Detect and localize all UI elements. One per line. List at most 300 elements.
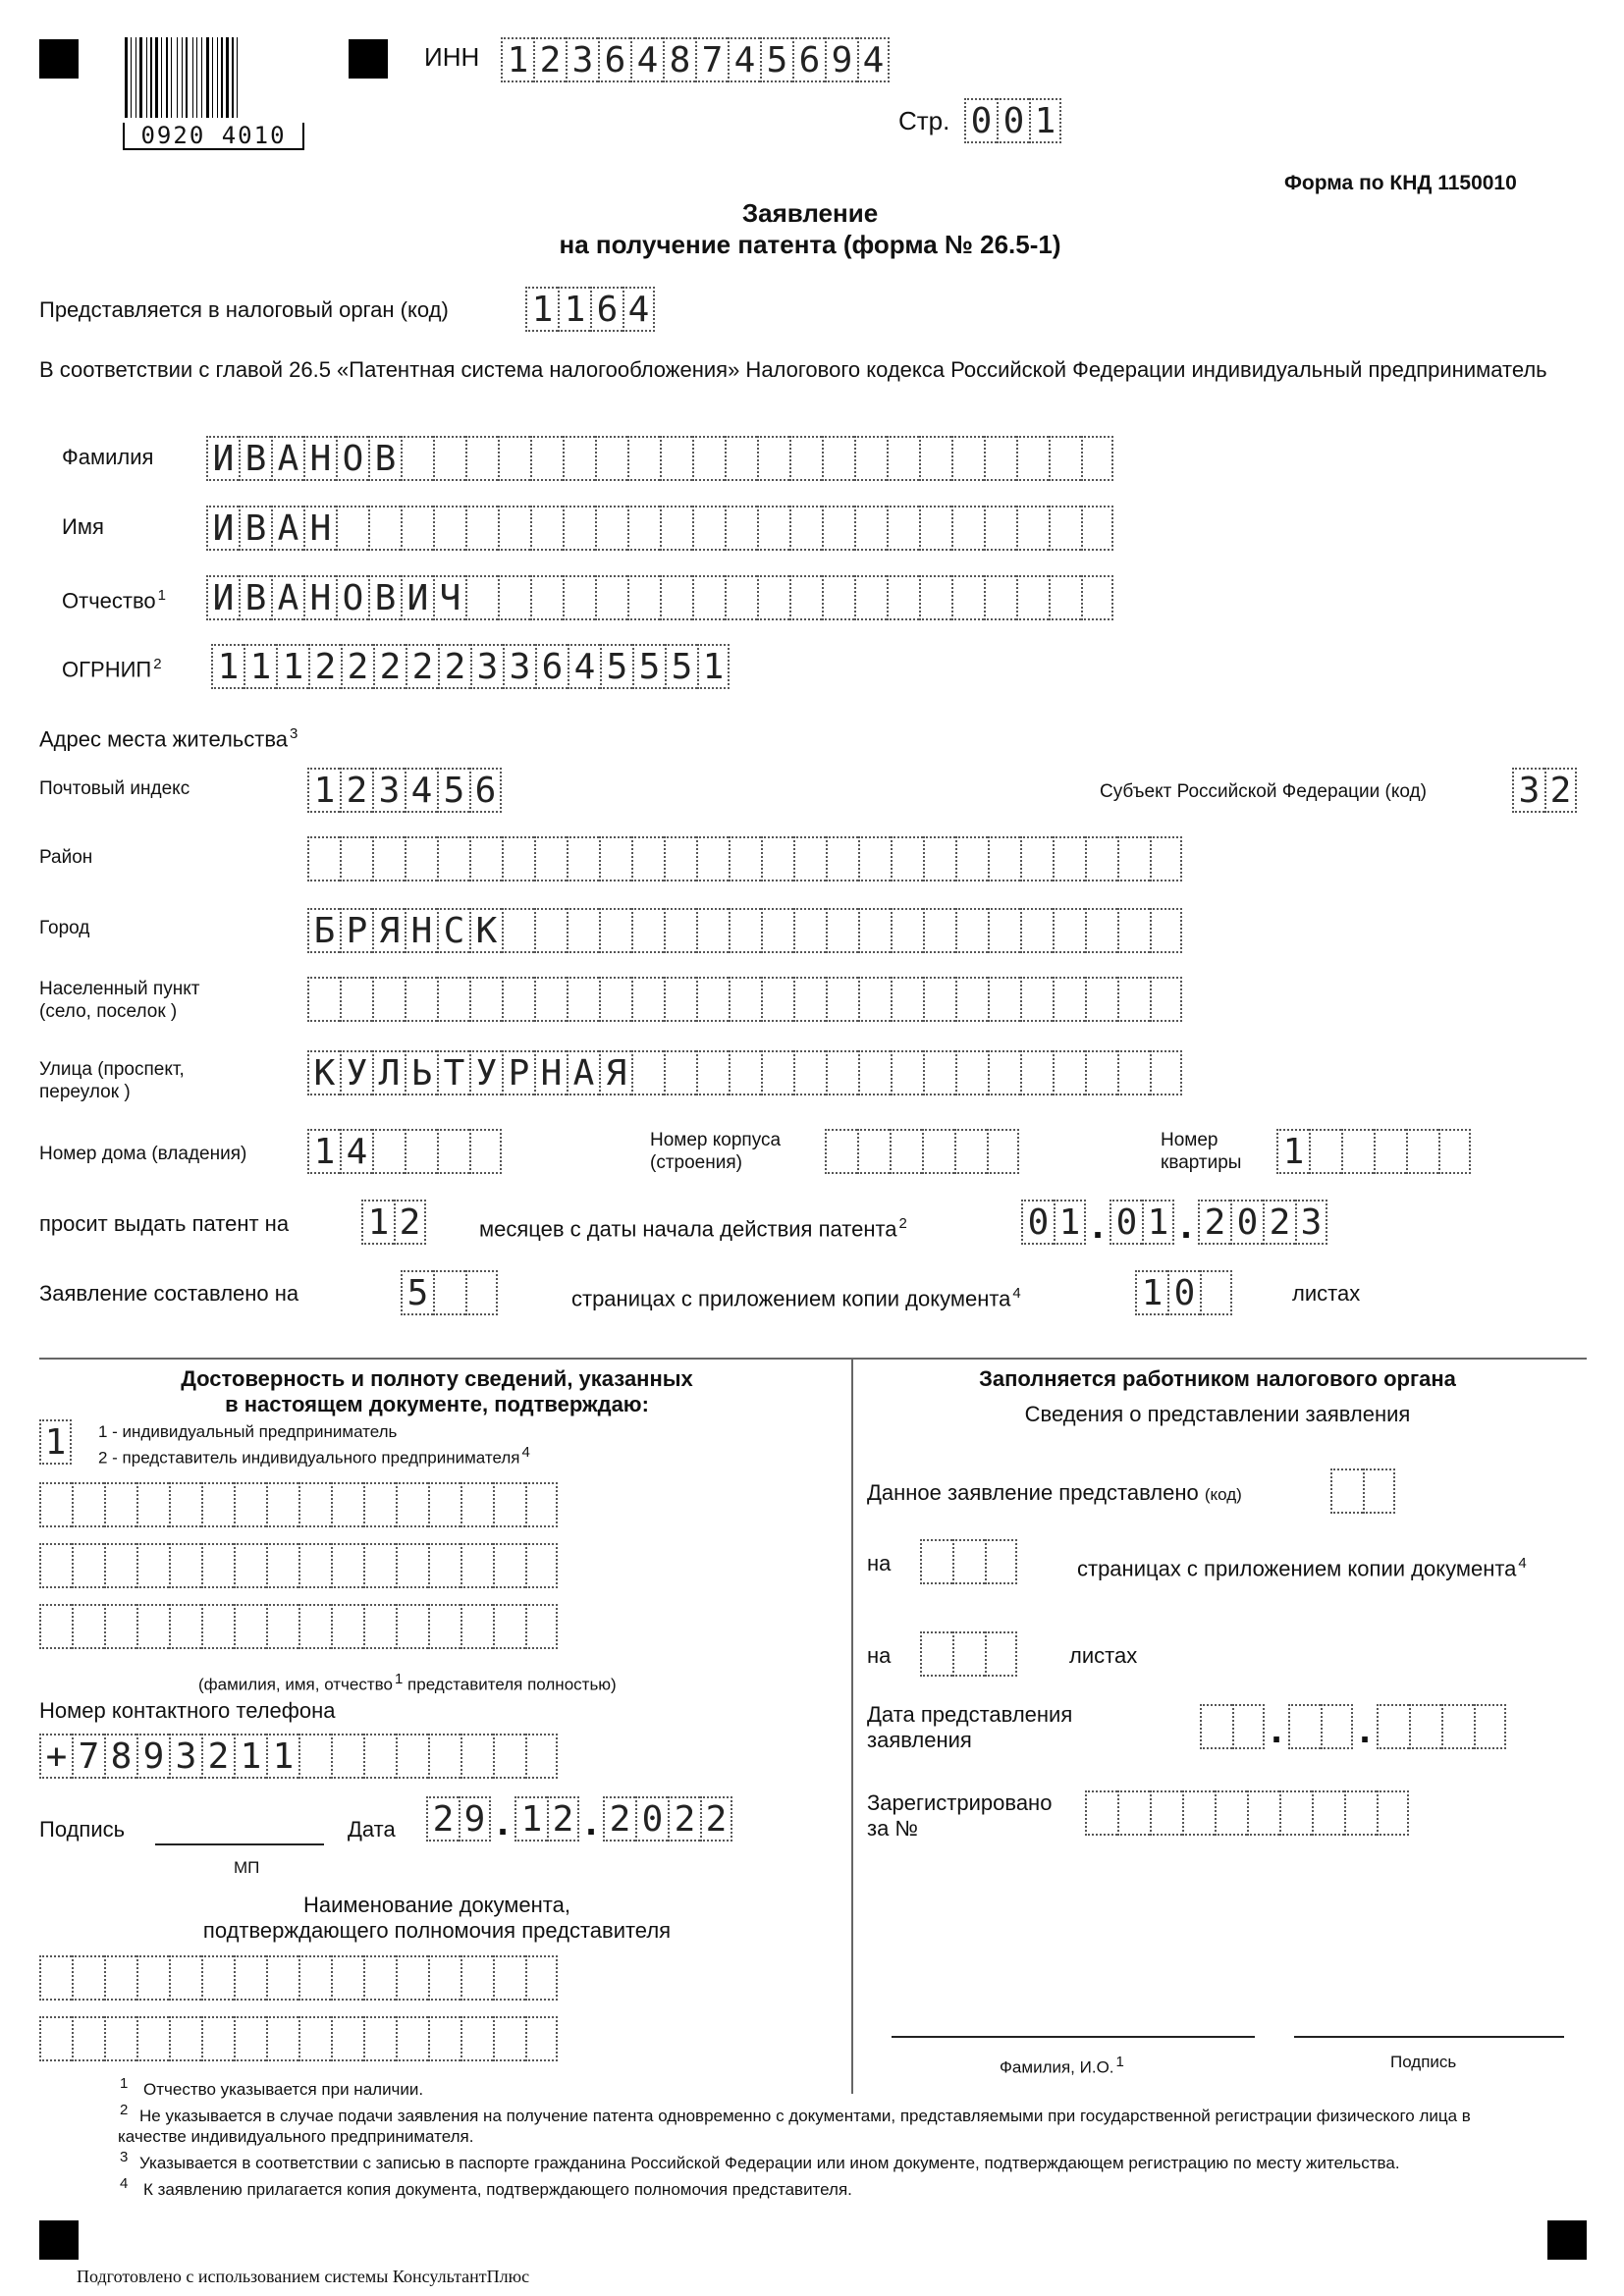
region-field[interactable] xyxy=(1512,768,1577,813)
char-cell xyxy=(396,1482,428,1527)
char-cell: 8 xyxy=(104,1734,136,1779)
char-cell xyxy=(1053,1050,1085,1095)
office-on-label-2: на xyxy=(867,1643,892,1668)
char-cell xyxy=(1438,1129,1471,1174)
char-cell: К xyxy=(307,1050,340,1095)
street-field[interactable] xyxy=(307,1050,1182,1095)
office-title: Заполняется работником налогового органа xyxy=(979,1366,1456,1391)
char-cell xyxy=(363,1604,396,1649)
ogrnip-field[interactable] xyxy=(211,644,730,689)
office-sheets-field[interactable] xyxy=(920,1631,1017,1677)
char-cell: 1 xyxy=(558,287,590,332)
char-cell: Р xyxy=(502,1050,534,1095)
char-cell xyxy=(331,1604,363,1649)
barcode-bar xyxy=(201,37,202,118)
char-cell xyxy=(72,1543,104,1588)
footnote: 2 Не указывается в случае подачи заявления на получение патента одновременно с документами, представляемыми при государственной регистрации физического лица в качестве индивидуального предпринимателя. xyxy=(118,2102,1471,2146)
char-cell: 7 xyxy=(695,37,728,82)
char-cell xyxy=(372,836,405,881)
char-cell xyxy=(854,575,887,620)
char-cell: 2 xyxy=(533,37,566,82)
date-separator: . xyxy=(1271,1708,1282,1751)
char-cell xyxy=(951,575,984,620)
char-cell xyxy=(1117,977,1150,1022)
sheets-field[interactable] xyxy=(1135,1270,1232,1315)
char-cell: 3 xyxy=(372,768,405,813)
corner-marker-top-right xyxy=(349,39,388,79)
char-cell: О xyxy=(336,436,368,481)
char-cell xyxy=(563,436,595,481)
char-cell xyxy=(692,575,725,620)
char-cell xyxy=(761,908,793,953)
char-cell: В xyxy=(368,436,401,481)
rep-caption: (фамилия, имя, отчество 1 представителя полностью) xyxy=(198,1671,617,1694)
char-cell xyxy=(1016,506,1049,551)
corner-marker-bottom-left xyxy=(39,2220,79,2260)
char-cell: 0 xyxy=(997,98,1029,143)
office-sign-line[interactable] xyxy=(1294,2036,1564,2038)
char-cell xyxy=(1020,908,1053,953)
char-cell xyxy=(1150,1790,1182,1836)
building-label: Номер корпуса (строения) xyxy=(650,1130,782,1173)
char-cell: 2 xyxy=(1544,768,1577,813)
char-cell xyxy=(368,506,401,551)
char-cell xyxy=(234,1604,266,1649)
char-cell xyxy=(340,836,372,881)
office-fio-label: Фамилия, И.О. 1 xyxy=(1000,2054,1124,2077)
char-cell xyxy=(988,977,1020,1022)
char-cell xyxy=(729,908,761,953)
corner-marker-top-left xyxy=(39,39,79,79)
char-cell xyxy=(469,977,502,1022)
char-cell: 2 xyxy=(201,1734,234,1779)
char-cell xyxy=(104,2016,136,2061)
confirm-title: Достоверность и полноту сведений, указанных в настоящем документе, подтверждаю: xyxy=(181,1366,693,1416)
char-cell xyxy=(234,2016,266,2061)
authority-doc-row-2[interactable] xyxy=(39,2016,558,2061)
office-reg-field[interactable] xyxy=(1085,1790,1409,1836)
char-cell xyxy=(1247,1790,1279,1836)
char-cell xyxy=(988,1050,1020,1095)
pages-field[interactable] xyxy=(401,1270,498,1315)
char-cell xyxy=(891,836,923,881)
char-cell: 0 xyxy=(1110,1200,1142,1245)
char-cell xyxy=(1085,1790,1117,1836)
district-field[interactable] xyxy=(307,836,1182,881)
char-cell: 2 xyxy=(373,644,406,689)
section-divider xyxy=(39,1358,1587,1360)
char-cell: 3 xyxy=(503,644,535,689)
office-fio-line[interactable] xyxy=(892,2036,1255,2038)
char-cell: И xyxy=(206,575,239,620)
char-cell: Ч xyxy=(433,575,465,620)
char-cell: 6 xyxy=(535,644,568,689)
char-cell xyxy=(201,2016,234,2061)
char-cell xyxy=(363,1543,396,1588)
char-cell: С xyxy=(437,908,469,953)
char-cell xyxy=(631,977,664,1022)
char-cell: 2 xyxy=(700,1796,732,1842)
char-cell: Н xyxy=(303,575,336,620)
char-cell: 2 xyxy=(341,644,373,689)
office-submitted-label: Данное заявление представлено (код) xyxy=(867,1480,1242,1505)
char-cell xyxy=(951,436,984,481)
char-cell: 5 xyxy=(600,644,632,689)
char-cell xyxy=(761,1050,793,1095)
char-cell xyxy=(169,1604,201,1649)
char-cell xyxy=(465,575,498,620)
office-code-field[interactable] xyxy=(1330,1468,1395,1514)
char-cell xyxy=(331,1955,363,2001)
char-cell: 0 xyxy=(964,98,997,143)
char-cell xyxy=(1020,836,1053,881)
char-cell xyxy=(372,977,405,1022)
char-cell xyxy=(1330,1468,1363,1514)
address-title: Адрес места жительства $^3$ xyxy=(39,725,298,752)
surname-label: Фамилия xyxy=(62,445,154,469)
char-cell xyxy=(1150,908,1182,953)
char-cell xyxy=(525,1482,558,1527)
authority-doc-row-1[interactable] xyxy=(39,1955,558,2001)
char-cell xyxy=(104,1604,136,1649)
char-cell xyxy=(405,977,437,1022)
char-cell xyxy=(363,1482,396,1527)
char-cell xyxy=(465,506,498,551)
char-cell xyxy=(1377,1704,1409,1749)
char-cell: Я xyxy=(599,1050,631,1095)
char-cell xyxy=(136,2016,169,2061)
char-cell xyxy=(502,836,534,881)
char-cell: 4 xyxy=(340,1129,372,1174)
postcode-field[interactable] xyxy=(307,768,502,813)
char-cell: 6 xyxy=(792,37,825,82)
char-cell: 3 xyxy=(470,644,503,689)
char-cell: 1 xyxy=(1276,1129,1309,1174)
flat-field[interactable] xyxy=(1276,1129,1471,1174)
char-cell xyxy=(266,1543,298,1588)
char-cell xyxy=(952,1539,985,1584)
office-reg-label: Зарегистрировано за № xyxy=(867,1790,1053,1841)
phone-field[interactable] xyxy=(39,1734,558,1779)
char-cell xyxy=(1117,1790,1150,1836)
char-cell xyxy=(954,1129,987,1174)
patronymic-label: Отчество $^1$ xyxy=(62,587,166,614)
char-cell xyxy=(952,1631,985,1677)
char-cell xyxy=(234,1955,266,2001)
char-cell: 0 xyxy=(1167,1270,1200,1315)
char-cell xyxy=(298,1734,331,1779)
char-cell xyxy=(920,1631,952,1677)
char-cell: 2 xyxy=(394,1200,426,1245)
char-cell xyxy=(39,1604,72,1649)
char-cell: 3 xyxy=(566,37,598,82)
tax-office-label: Представляется в налоговый орган (код) xyxy=(39,297,449,322)
char-cell xyxy=(266,1482,298,1527)
mp-label: МП xyxy=(234,1858,260,1877)
char-cell xyxy=(405,836,437,881)
char-cell xyxy=(1150,977,1182,1022)
char-cell xyxy=(599,908,631,953)
patent-start-date[interactable] xyxy=(1021,1200,1327,1245)
pages-label: Заявление составлено на xyxy=(39,1281,299,1306)
char-cell xyxy=(104,1543,136,1588)
rep-name-row-1[interactable] xyxy=(39,1482,558,1527)
char-cell xyxy=(595,575,627,620)
char-cell xyxy=(1312,1790,1344,1836)
char-cell xyxy=(298,1543,331,1588)
char-cell: 1 xyxy=(361,1200,394,1245)
char-cell xyxy=(725,436,757,481)
char-cell xyxy=(498,506,530,551)
patent-months-label: месяцев с даты начала действия патента $^2$ xyxy=(479,1215,907,1242)
barcode-number: 0920 4010 xyxy=(123,123,304,150)
char-cell xyxy=(363,1955,396,2001)
char-cell xyxy=(891,977,923,1022)
char-cell xyxy=(1016,575,1049,620)
corner-marker-bottom-right xyxy=(1547,2220,1587,2260)
char-cell xyxy=(460,2016,493,2061)
char-cell xyxy=(631,1050,664,1095)
flat-label: Номер квартиры xyxy=(1161,1130,1242,1173)
page-number-field[interactable] xyxy=(964,98,1061,143)
char-cell xyxy=(72,2016,104,2061)
char-cell: 0 xyxy=(1021,1200,1054,1245)
patent-months-field[interactable] xyxy=(361,1200,426,1245)
char-cell xyxy=(1020,1050,1053,1095)
char-cell xyxy=(822,575,854,620)
char-cell xyxy=(201,1543,234,1588)
barcode-bar xyxy=(150,37,152,118)
char-cell: Ь xyxy=(405,1050,437,1095)
char-cell xyxy=(826,836,858,881)
barcode-bar xyxy=(161,37,162,118)
rep-name-row-3[interactable] xyxy=(39,1604,558,1649)
char-cell xyxy=(923,977,955,1022)
char-cell xyxy=(567,977,599,1022)
sign-line[interactable] xyxy=(155,1843,324,1845)
char-cell xyxy=(826,1050,858,1095)
char-cell: 1 xyxy=(697,644,730,689)
district-label: Район xyxy=(39,847,93,868)
char-cell xyxy=(599,836,631,881)
char-cell xyxy=(627,506,660,551)
char-cell: 2 xyxy=(603,1796,635,1842)
char-cell xyxy=(1409,1704,1441,1749)
char-cell xyxy=(1117,1050,1150,1095)
char-cell xyxy=(336,506,368,551)
office-subtitle: Сведения о представлении заявления xyxy=(1024,1402,1411,1426)
rep-name-row-2[interactable] xyxy=(39,1543,558,1588)
barcode-bar xyxy=(232,37,234,118)
char-cell xyxy=(696,908,729,953)
char-cell xyxy=(692,436,725,481)
char-cell xyxy=(1081,436,1113,481)
char-cell: 2 xyxy=(406,644,438,689)
copy-label: страницах с приложением копии документа $^4$ xyxy=(571,1285,1021,1311)
char-cell xyxy=(1053,977,1085,1022)
char-cell: Н xyxy=(303,436,336,481)
char-cell xyxy=(985,1631,1017,1677)
char-cell xyxy=(660,506,692,551)
char-cell xyxy=(534,977,567,1022)
char-cell xyxy=(984,575,1016,620)
char-cell: 2 xyxy=(1198,1200,1230,1245)
char-cell: 2 xyxy=(426,1796,459,1842)
char-cell xyxy=(757,575,789,620)
barcode-bar xyxy=(221,37,223,118)
char-cell xyxy=(460,1482,493,1527)
char-cell: 4 xyxy=(630,37,663,82)
barcode-bar xyxy=(196,37,197,118)
inn-field[interactable] xyxy=(501,37,890,82)
page-subtitle: на получение патента (форма № 26.5-1) xyxy=(559,230,1061,259)
char-cell xyxy=(1406,1129,1438,1174)
char-cell: 1 xyxy=(276,644,308,689)
char-cell: 1 xyxy=(1142,1200,1174,1245)
tax-office-field[interactable] xyxy=(525,287,655,332)
char-cell xyxy=(664,836,696,881)
char-cell xyxy=(692,506,725,551)
char-cell xyxy=(331,2016,363,2061)
char-cell xyxy=(493,1734,525,1779)
char-cell xyxy=(331,1734,363,1779)
region-label: Субъект Российской Федерации (код) xyxy=(1100,781,1427,802)
char-cell: 9 xyxy=(136,1734,169,1779)
char-cell xyxy=(1344,1790,1377,1836)
locality-field[interactable] xyxy=(307,977,1182,1022)
char-cell xyxy=(363,1734,396,1779)
date-separator: . xyxy=(1180,1203,1192,1247)
office-date-field[interactable] xyxy=(1200,1704,1506,1749)
inn-label: ИНН xyxy=(424,42,480,72)
confirm-type-field[interactable] xyxy=(39,1419,72,1465)
char-cell xyxy=(428,1482,460,1527)
char-cell xyxy=(664,1050,696,1095)
name-field[interactable] xyxy=(206,506,1113,551)
char-cell xyxy=(525,1734,558,1779)
char-cell xyxy=(1150,1050,1182,1095)
char-cell xyxy=(405,1129,437,1174)
char-cell xyxy=(266,1955,298,2001)
char-cell xyxy=(460,1604,493,1649)
date-separator: . xyxy=(1092,1203,1104,1247)
barcode-bar xyxy=(139,37,142,118)
surname-field[interactable] xyxy=(206,436,1113,481)
char-cell xyxy=(39,1543,72,1588)
char-cell xyxy=(1081,506,1113,551)
office-pages-field[interactable] xyxy=(920,1539,1017,1584)
char-cell xyxy=(919,575,951,620)
patronymic-field[interactable] xyxy=(206,575,1113,620)
barcode-bar xyxy=(135,37,136,118)
char-cell xyxy=(502,977,534,1022)
char-cell: + xyxy=(39,1734,72,1779)
char-cell xyxy=(1081,575,1113,620)
char-cell xyxy=(1341,1129,1374,1174)
char-cell xyxy=(72,1955,104,2001)
char-cell xyxy=(887,575,919,620)
confirm-date-field[interactable] xyxy=(426,1796,732,1842)
char-cell: 3 xyxy=(1295,1200,1327,1245)
char-cell xyxy=(234,1482,266,1527)
char-cell xyxy=(696,836,729,881)
footnote: 1 Отчество указывается при наличии. xyxy=(120,2075,424,2099)
city-field[interactable] xyxy=(307,908,1182,953)
char-cell: 5 xyxy=(632,644,665,689)
char-cell: В xyxy=(239,506,271,551)
char-cell xyxy=(1085,908,1117,953)
char-cell xyxy=(502,908,534,953)
char-cell xyxy=(919,506,951,551)
char-cell: 4 xyxy=(568,644,600,689)
office-sign-label: Подпись xyxy=(1390,2053,1457,2071)
char-cell: 7 xyxy=(72,1734,104,1779)
char-cell: 2 xyxy=(1263,1200,1295,1245)
char-cell: 1 xyxy=(234,1734,266,1779)
char-cell xyxy=(761,836,793,881)
char-cell xyxy=(1279,1790,1312,1836)
char-cell: И xyxy=(206,506,239,551)
char-cell xyxy=(401,506,433,551)
char-cell xyxy=(599,977,631,1022)
char-cell xyxy=(857,1129,890,1174)
char-cell xyxy=(984,506,1016,551)
char-cell xyxy=(298,1955,331,2001)
page-label: Стр. xyxy=(898,106,950,135)
char-cell xyxy=(664,908,696,953)
char-cell xyxy=(266,2016,298,2061)
char-cell xyxy=(858,1050,891,1095)
char-cell xyxy=(136,1482,169,1527)
char-cell xyxy=(1085,1050,1117,1095)
char-cell xyxy=(822,506,854,551)
char-cell xyxy=(1377,1790,1409,1836)
house-field[interactable] xyxy=(307,1129,502,1174)
char-cell xyxy=(595,436,627,481)
building-field[interactable] xyxy=(825,1129,1019,1174)
date-label: Дата xyxy=(348,1817,396,1842)
char-cell: И xyxy=(401,575,433,620)
char-cell: В xyxy=(239,575,271,620)
char-cell xyxy=(631,908,664,953)
postcode-label: Почтовый индекс xyxy=(39,778,190,799)
barcode-bar xyxy=(192,37,193,118)
barcode-bar xyxy=(125,37,128,118)
char-cell xyxy=(525,1955,558,2001)
char-cell: 2 xyxy=(438,644,470,689)
char-cell xyxy=(433,1270,465,1315)
char-cell xyxy=(757,506,789,551)
char-cell xyxy=(340,977,372,1022)
char-cell: 4 xyxy=(623,287,655,332)
char-cell xyxy=(428,1734,460,1779)
char-cell xyxy=(858,977,891,1022)
char-cell xyxy=(955,1050,988,1095)
char-cell xyxy=(1441,1704,1474,1749)
char-cell xyxy=(104,1955,136,2001)
char-cell xyxy=(437,836,469,881)
char-cell: И xyxy=(206,436,239,481)
street-label: Улица (проспект, переулок ) xyxy=(39,1059,185,1102)
char-cell xyxy=(428,1543,460,1588)
patent-ask-label: просит выдать патент на xyxy=(39,1211,290,1236)
date-separator: . xyxy=(1359,1708,1371,1751)
char-cell xyxy=(984,436,1016,481)
char-cell xyxy=(951,506,984,551)
char-cell: У xyxy=(340,1050,372,1095)
char-cell: 1 xyxy=(244,644,276,689)
char-cell: А xyxy=(271,436,303,481)
